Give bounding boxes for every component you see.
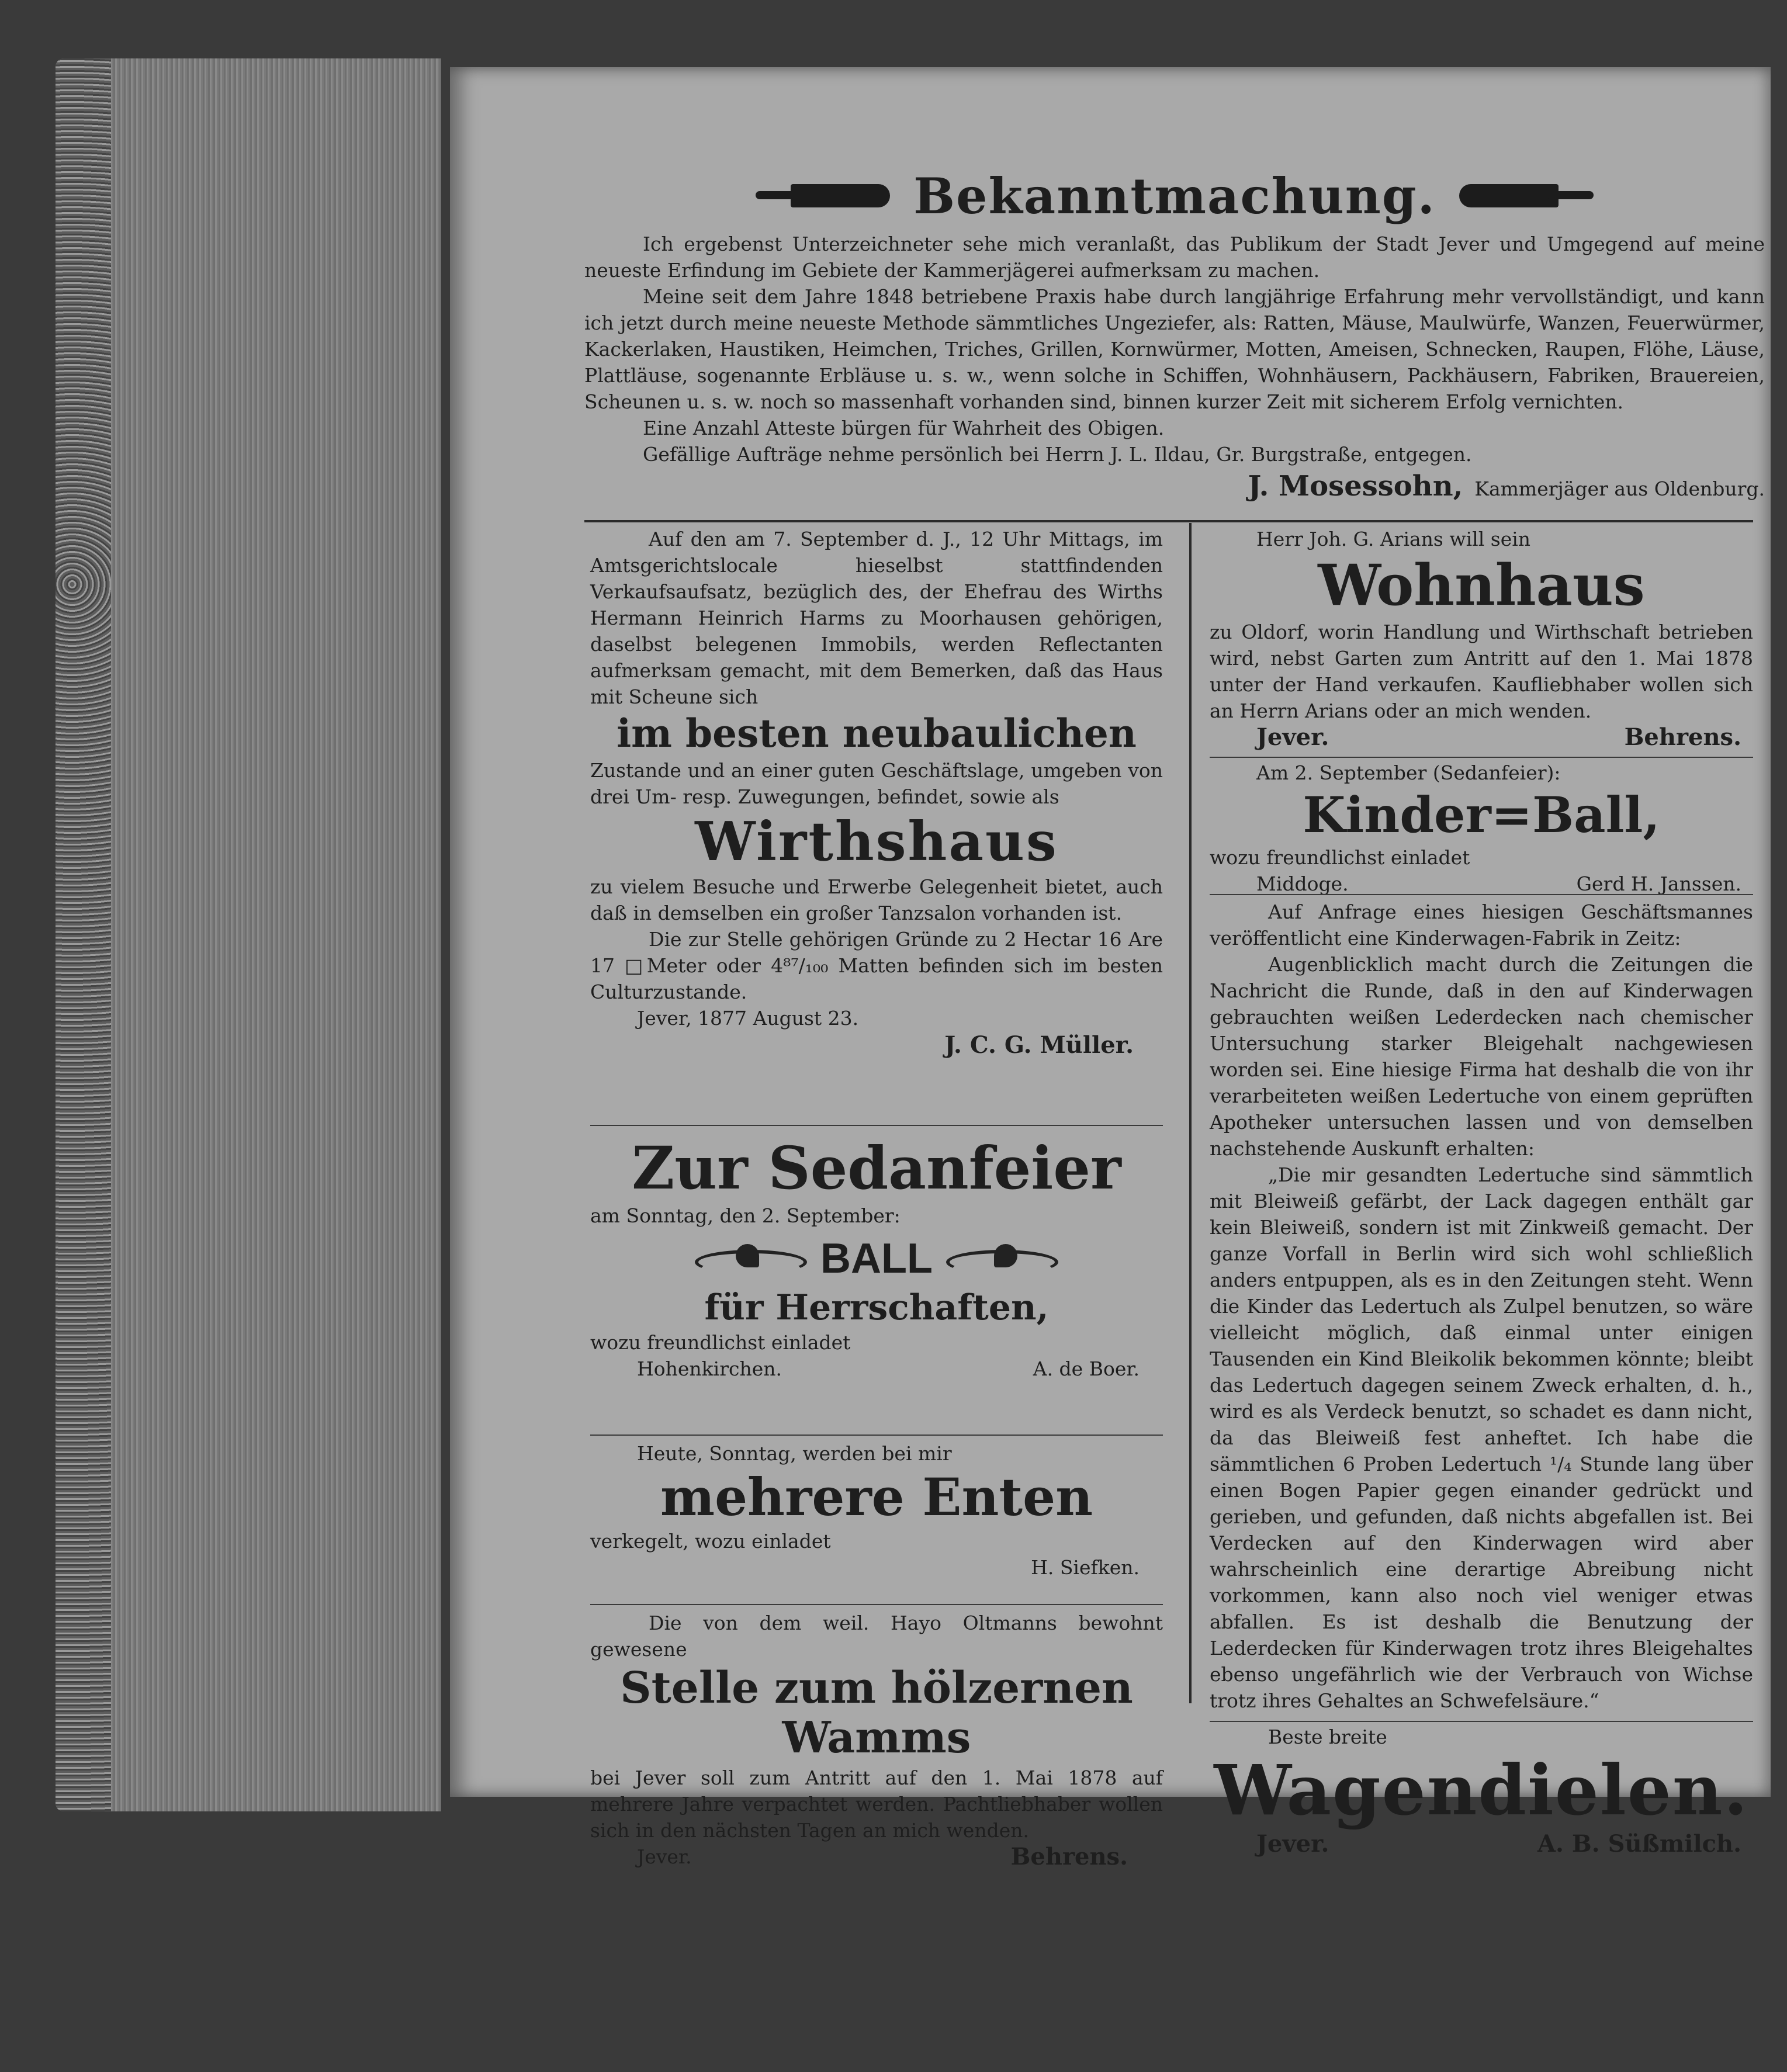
book-cover-marbled	[56, 58, 111, 1811]
dielen-place: Jever.	[1256, 1830, 1329, 1858]
kinderball-signature: Gerd H. Janssen.	[1576, 872, 1741, 896]
ad-enten	[590, 1440, 1163, 1581]
stelle-headline: Wamms	[782, 1713, 971, 1763]
sedan-place: Hohenkirchen.	[637, 1357, 782, 1380]
kinderball-invite: wozu freundlichst einladet	[1210, 846, 1470, 869]
notice-paragraph: Ich ergebenst Unterzeichneter sehe mich veranlaßt, das Publikum der Stadt Jever und Umgegend auf meine neueste Erfindung im Gebiete der Kammerjägerei aufmerksam zu machen.	[584, 233, 1765, 282]
notice-paragraph: Gefällige Aufträge nehme persönlich bei Herrn J. L. Ildau, Gr. Burgstraße, entgegen.	[643, 443, 1472, 466]
horizontal-rule	[590, 1435, 1163, 1436]
wohnhaus-line: Herr Joh. G. Arians will sein	[1256, 528, 1531, 550]
kinderball-signature-row	[1210, 871, 1753, 897]
kinderball-line: Am 2. September (Sedanfeier):	[1256, 761, 1561, 784]
dielen-line: Beste breite	[1268, 1725, 1387, 1748]
ad-wohnhaus	[1210, 526, 1753, 750]
sedan-for: für Herrschaften,	[704, 1287, 1049, 1328]
auction-paragraph: Die zur Stelle gehörigen Gründe zu 2 Hectar 16 Are 17 □Meter oder 4⁸⁷/₁₀₀ Matten befinden sich im besten Culturzustande.	[590, 927, 1163, 1003]
signature-name: J. Mosessohn,	[1248, 470, 1463, 503]
wohnhaus-signature: Behrens.	[1624, 723, 1741, 751]
auction-paragraph: Auf den am 7. September d. J., 12 Uhr Mittags, im Amtsgerichtslocale hieselbst stattfindenden Verkaufsaufsatz, bezüglich des, der Ehefrau des Wirths Hermann Heinrich Harms zu Moorhausen gehörigen, daselbst belegenen Immobils, werden Reflectanten aufmerksam gemacht, mit dem Bemerken, daß das Haus mit Scheune sich	[590, 528, 1163, 708]
notice-bekanntmachung	[584, 161, 1765, 503]
stelle-headline: Stelle zum hölzernen	[620, 1663, 1133, 1713]
ad-lederdecken	[1210, 899, 1753, 1714]
horizontal-rule	[1210, 1721, 1753, 1722]
sedan-signature: A. de Boer.	[1033, 1357, 1140, 1380]
sedan-signature-row	[590, 1356, 1163, 1382]
ducks-invite: verkegelt, wozu einladet	[590, 1529, 831, 1553]
ball-title: BALL	[820, 1235, 933, 1282]
column-divider	[1189, 523, 1192, 1703]
ducks-signature: H. Siefken.	[1031, 1555, 1140, 1579]
sedan-headline: Zur Sedanfeier	[632, 1134, 1121, 1203]
ball-line	[590, 1235, 1163, 1283]
notice-paragraph: Meine seit dem Jahre 1848 betriebene Praxis habe durch langjährige Erfahrung mehr vervollständigt, und kann ich jetzt durch meine neueste Methode sämmtliches Ungeziefer, als: Ratten, Mäuse, Maulwürfe, Wanzen, Feuerwürmer, Kackerlaken, Haustiken, Heimchen, Triches, Grillen, Kornwürmer, Motten, Ameisen, Schnecken, Raupen, Flöhe, Läuse, Plattläuse, sogenannte Erbläuse u. s. w., wenn solche in Schiffen, Wohnhäusern, Packhäusern, Fabriken, Brauereien, Scheunen u. s. w. noch so massenhaft vorhanden sind, binnen kurzer Zeit mit sicherem Erfolg vernichten.	[584, 285, 1765, 413]
dielen-signature: A. B. Süßmilch.	[1537, 1830, 1741, 1858]
auction-paragraph: Zustande und an einer guten Geschäftslage, umgeben von drei Um- resp. Zuwegungen, befindet, sowie als	[590, 758, 1163, 808]
kinderball-place: Middoge.	[1256, 872, 1349, 896]
ornament-icon	[689, 1238, 806, 1279]
signature-role: Kammerjäger aus Oldenburg.	[1474, 477, 1765, 500]
dielen-headline: Wagendielen.	[1214, 1749, 1749, 1831]
stelle-signature: Behrens.	[1010, 1842, 1128, 1870]
horizontal-rule	[584, 520, 1753, 522]
wohnhaus-headline: Wohnhaus	[1318, 552, 1645, 618]
sedan-invite: wozu freundlichst einladet	[590, 1331, 851, 1354]
pointing-hand-icon	[756, 178, 890, 213]
horizontal-rule	[1210, 757, 1753, 758]
pointing-hand-icon	[1459, 178, 1594, 213]
notice-heading	[584, 161, 1765, 231]
auction-place-date: Jever, 1877 August 23.	[637, 1006, 859, 1030]
stelle-signature-row	[590, 1844, 1163, 1870]
ad-kinderball	[1210, 760, 1753, 897]
leder-paragraph: Augenblicklich macht durch die Zeitungen die Nachricht die Runde, daß in den auf Kinderwagen gebrauchten weißen Lederdecken nach chemischer Untersuchung starker Bleigehalt nachgewiesen worden sei. Eine hiesige Firma hat deshalb die von ihr verarbeiteten weißen Ledertuche von einem geprüften Apotheker untersuchen lassen und von demselben nachstehende Auskunft erhalten:	[1210, 953, 1753, 1160]
wohnhaus-paragraph: zu Oldorf, worin Handlung und Wirthschaft betrieben wird, nebst Garten zum Antritt auf den 1. Mai 1878 unter der Hand verkaufen. Kaufliebhaber wollen sich an Herrn Arians oder an mich wenden.	[1210, 620, 1753, 722]
stelle-paragraph: bei Jever soll zum Antritt auf den 1. Mai 1878 auf mehrere Jahre verpachtet werden. Pachtliebhaber wollen sich in den nächsten Tagen an mich wenden.	[590, 1766, 1163, 1842]
notice-title: Bekanntmachung.	[913, 167, 1436, 225]
ad-wagendielen	[1210, 1724, 1753, 1857]
ducks-line: Heute, Sonntag, werden bei mir	[637, 1442, 952, 1465]
stelle-paragraph: Die von dem weil. Hayo Oltmanns bewohnt gewesene	[590, 1612, 1163, 1661]
horizontal-rule	[1210, 894, 1753, 895]
auction-paragraph: zu vielem Besuche und Erwerbe Gelegenheit bietet, auch daß in demselben ein großer Tanzsalon vorhanden ist.	[590, 875, 1163, 924]
wohnhaus-place: Jever.	[1256, 723, 1329, 751]
ad-stelle	[590, 1610, 1163, 1870]
leder-paragraph: „Die mir gesandten Ledertuche sind sämmtlich mit Bleiweiß gefärbt, der Lack dagegen enthält gar kein Bleiweiß, sondern ist mit Zinkweiß gemacht. Der ganze Vorfall in Berlin wird sich wohl schließlich anders entpuppen, als es in den Zeitungen steht. Wenn die Kinder das Ledertuch als Zulpel benutzen, so wäre vielleicht möglich, daß einmal unter einigen Tausenden ein Kind Bleikolik bekommen könnte; bleibt das Ledertuch dagegen seinem Zweck erhalten, d. h., wird es als Verdeck benutzt, so schadet es dann nicht, da das Bleiweiß fest anheftet. Ich habe die sämmtlichen 6 Proben Ledertuch ¹/₄ Stunde lang über einen Bogen Papier gegen einander gedrückt und gerieben, und gefunden, daß nichts abgefallen ist. Bei Verdecken auf den Kinderwagen wird aber wahrscheinlich eine derartige Abreibung nicht vorkommen, kann also noch viel weniger etwas abfallen. Es ist deshalb die Benutzung der Lederdecken für Kinderwagen trotz ihres Bleigehaltes ebenso ungefährlich wie der Verbrauch von Wichse trotz ihres Gehaltes an Schwefelsäure.“	[1210, 1163, 1753, 1712]
stelle-place: Jever.	[637, 1845, 692, 1868]
sedan-date: am Sonntag, den 2. September:	[590, 1204, 901, 1227]
auction-headline: Wirthshaus	[695, 809, 1058, 873]
kinderball-headline: Kinder=Ball,	[1303, 786, 1660, 844]
leder-paragraph: Auf Anfrage eines hiesigen Geschäftsmannes veröffentlicht eine Kinderwagen-Fabrik in Zeitz:	[1210, 900, 1753, 950]
book-page-edges	[56, 58, 441, 1811]
horizontal-rule	[590, 1125, 1163, 1126]
dielen-signature-row	[1210, 1831, 1753, 1857]
horizontal-rule	[590, 1604, 1163, 1605]
ad-sedanfeier	[590, 1134, 1163, 1382]
notice-paragraph: Eine Anzahl Atteste bürgen für Wahrheit des Obigen.	[643, 417, 1165, 439]
ad-auction	[590, 526, 1163, 1059]
auction-headline: im besten neubaulichen	[617, 711, 1137, 756]
wohnhaus-signature-row	[1210, 724, 1753, 750]
auction-signature: J. C. G. Müller.	[944, 1031, 1134, 1059]
ornament-icon	[947, 1238, 1064, 1279]
ducks-headline: mehrere Enten	[660, 1467, 1093, 1527]
notice-signature	[584, 470, 1765, 503]
